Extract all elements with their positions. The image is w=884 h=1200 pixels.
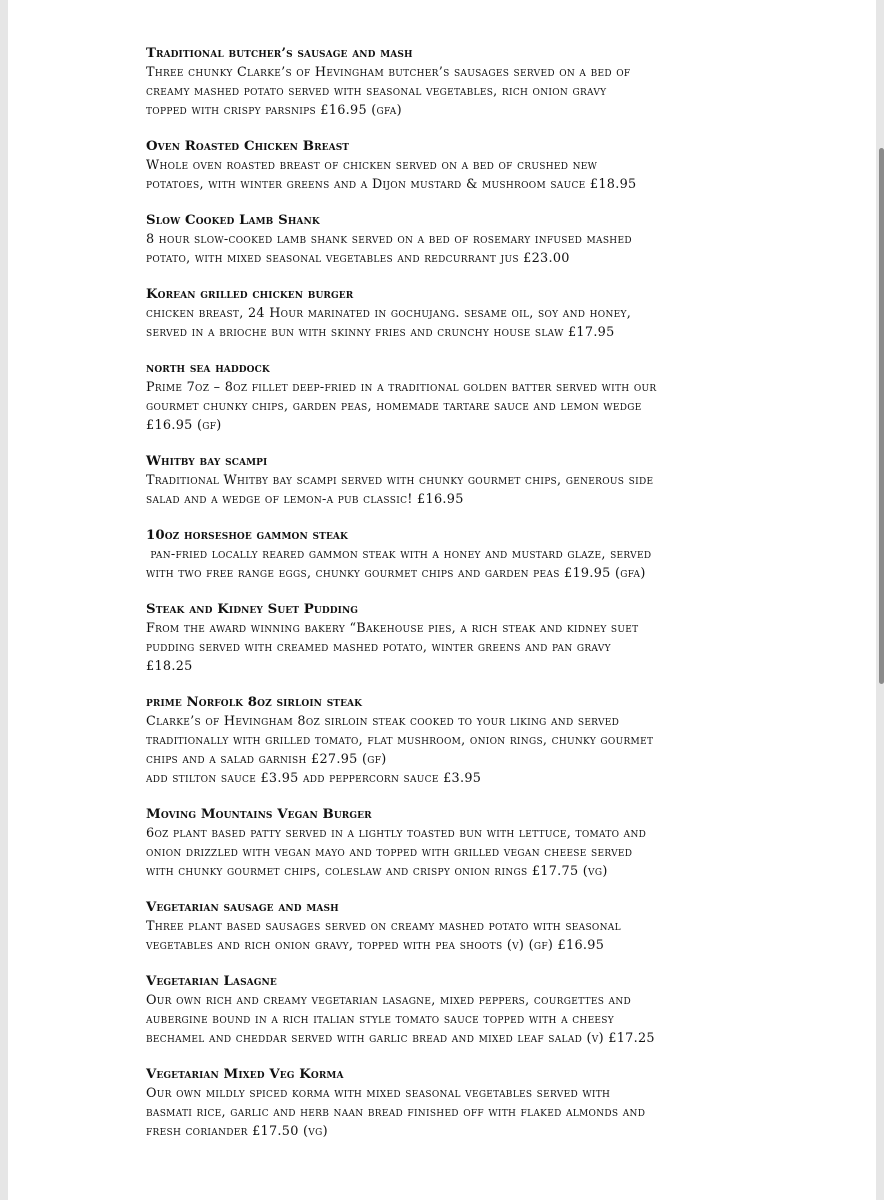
menu-item [146,600,766,676]
menu-item-description-line: £16.95 (gf) [146,418,222,433]
menu-item-description-line: with two free range eggs, chunky gourmet chips and garden peas £19.95 (gfa) [146,566,646,581]
menu-item [146,211,766,268]
menu-item-description-line: pudding served with creamed mashed potato, winter greens and pan gravy [146,640,611,655]
menu-item-title: Whitby bay scampi [146,454,268,469]
menu-item-description-line: £18.25 [146,659,193,674]
menu-item [146,898,766,955]
menu-item-description-line: Clarke’s of Hevingham 8oz sirloin steak cooked to your liking and served [146,714,620,729]
menu-item-description-line: potatoes, with winter greens and a Dijon mustard & mushroom sauce £18.95 [146,177,637,192]
menu-item-description-line: creamy mashed potato served with seasonal vegetables, rich onion gravy [146,84,607,99]
menu-item-description-line: Our own mildly spiced korma with mixed seasonal vegetables served with [146,1086,611,1101]
menu-item [146,359,766,435]
menu-item [146,526,766,583]
menu-item-description-line: Three plant based sausages served on creamy mashed potato with seasonal [146,919,621,934]
scrollbar[interactable] [879,148,884,684]
menu-item-description-line: with chunky gourmet chips, coleslaw and crispy onion rings £17.75 (vg) [146,864,608,879]
menu-item-description-line: fresh coriander £17.50 (vg) [146,1124,328,1139]
menu-item [146,693,766,788]
menu-item-description-line: From the award winning bakery “Bakehouse pies, a rich steak and kidney suet [146,621,639,636]
menu-item-title: Korean grilled chicken burger [146,287,354,302]
menu-item-description-line: basmati rice, garlic and herb naan bread finished off with flaked almonds and [146,1105,646,1120]
menu-item-description-line: served in a brioche bun with skinny fries and crunchy house slaw £17.95 [146,325,615,340]
menu-item-title: Vegetarian Mixed Veg Korma [146,1067,344,1082]
menu-item-description-line: vegetables and rich onion gravy, topped with pea shoots (v) (gf) £16.95 [146,938,605,953]
menu-item-description-line: aubergine bound in a rich italian style tomato sauce topped with a cheesy [146,1012,615,1027]
menu-item-title: Vegetarian Lasagne [146,974,277,989]
menu-item-title: Oven Roasted Chicken Breast [146,139,350,154]
menu-item-description-line: gourmet chunky chips, garden peas, homemade tartare sauce and lemon wedge [146,399,642,414]
menu-item [146,44,766,120]
menu-item-description-line: chicken breast, 24 Hour marinated in gochujang. sesame oil, soy and honey, [146,306,632,321]
menu-item-description-line: salad and a wedge of lemon-a pub classic! £16.95 [146,492,464,507]
menu-item-description-line: 8 hour slow-cooked lamb shank served on a bed of rosemary infused mashed [146,232,632,247]
menu-item-description-line: Whole oven roasted breast of chicken served on a bed of crushed new [146,158,598,173]
menu-item [146,1065,766,1141]
menu-item-title: Vegetarian sausage and mash [146,900,339,915]
menu-item-description-line: add stilton sauce £3.95 add peppercorn sauce £3.95 [146,771,482,786]
menu-item-title: Steak and Kidney Suet Pudding [146,602,359,617]
menu-item [146,972,766,1048]
menu-item-description-line: Traditional Whitby bay scampi served with chunky gourmet chips, generous side [146,473,654,488]
menu-item-description-line: bechamel and cheddar served with garlic bread and mixed leaf salad (v) £17.25 [146,1031,655,1046]
menu-item-description-line: traditionally with grilled tomato, flat mushroom, onion rings, chunky gourmet [146,733,654,748]
menu-item-description-line: onion drizzled with vegan mayo and topped with grilled vegan cheese served [146,845,633,860]
menu-item-title: 10oz horseshoe gammon steak [146,528,348,543]
menu-item-title: north sea haddock [146,361,270,376]
menu-page [8,0,876,1200]
menu-item-description-line: Our own rich and creamy vegetarian lasagne, mixed peppers, courgettes and [146,993,632,1008]
menu-item-description-line: Three chunky Clarke’s of Hevingham butcher’s sausages served on a bed of [146,65,631,80]
menu-item [146,805,766,881]
menu-item-title: Traditional butcher’s sausage and mash [146,46,413,61]
menu-item-title: Moving Mountains Vegan Burger [146,807,372,822]
menu-item-description-line: pan-fried locally reared gammon steak with a honey and mustard glaze, served [146,547,652,562]
menu-item-description-line: topped with crispy parsnips £16.95 (gfa) [146,103,402,118]
menu-item [146,452,766,509]
menu-item-description-line: chips and a salad garnish £27.95 (gf) [146,752,387,767]
menu-item-description-line: 6oz plant based patty served in a lightly toasted bun with lettuce, tomato and [146,826,647,841]
menu-item-description-line: Prime 7oz – 8oz fillet deep-fried in a traditional golden batter served with our [146,380,657,395]
menu-item-description-line: potato, with mixed seasonal vegetables and redcurrant jus £23.00 [146,251,570,266]
menu-item [146,285,766,342]
menu-item-title: prime Norfolk 8oz sirloin steak [146,695,363,710]
menu-list [146,44,766,1158]
menu-item [146,137,766,194]
menu-item-title: Slow Cooked Lamb Shank [146,213,320,228]
